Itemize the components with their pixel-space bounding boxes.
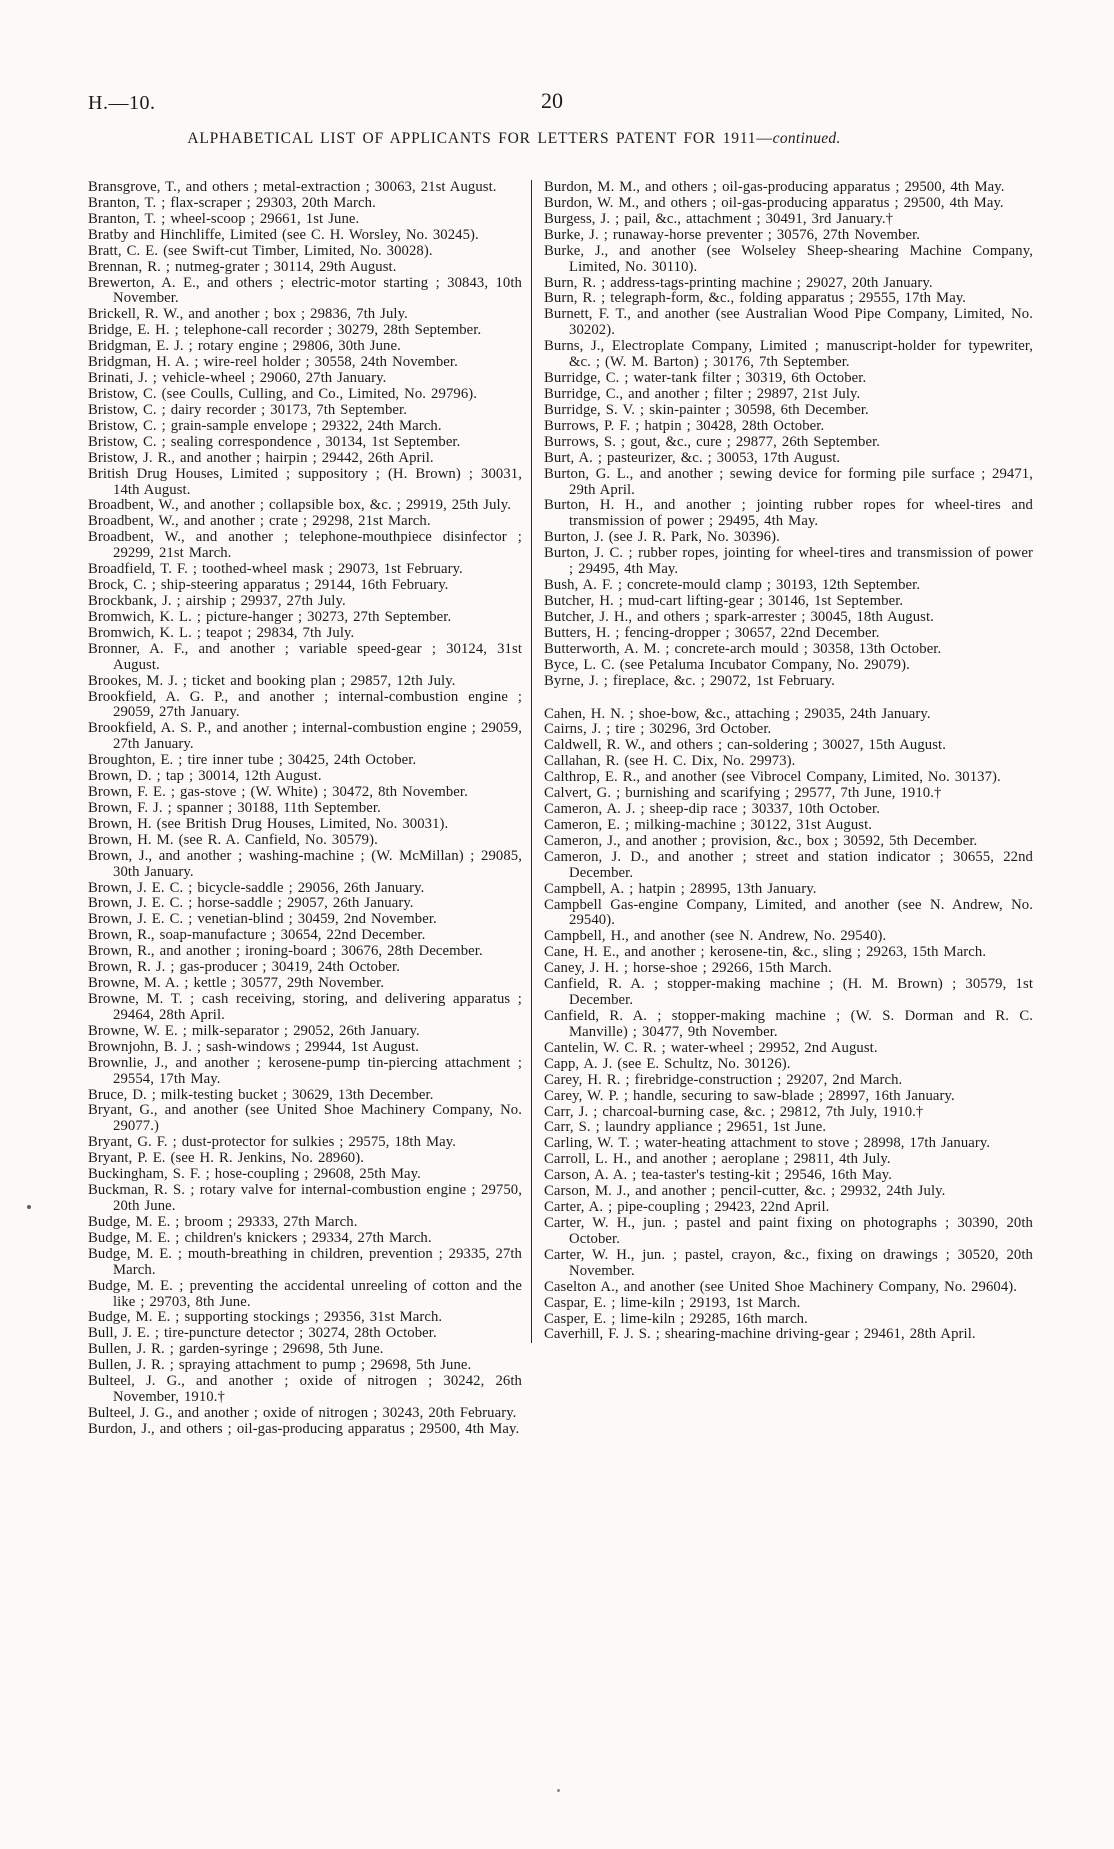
- patent-entry: Caselton A., and another (see United Shoe Machinery Company, No. 29604).: [544, 1278, 1018, 1295]
- patent-entry: Burdon, W. M., and others ; oil-gas-producing apparatus ; 29500, 4th May.: [544, 194, 1004, 211]
- running-head: [88, 88, 1032, 118]
- patent-entry: Bush, A. F. ; concrete-mould clamp ; 30193, 12th September.: [544, 577, 921, 594]
- patent-entry: Brookes, M. J. ; ticket and booking plan ; 29857, 12th July.: [88, 672, 456, 689]
- patent-entry: Bryant, G., and another (see United Shoe Machinery Company, No. 29077.): [88, 1102, 522, 1135]
- page-number: 20: [541, 88, 563, 113]
- patent-entry: Burridge, S. V. ; skin-painter ; 30598, 6th December.: [544, 401, 869, 418]
- column-left: [88, 180, 522, 1438]
- patent-entry: Budge, M. E. ; preventing the accidental unreeling of cotton and the like ; 29703, 8th June.: [88, 1277, 522, 1310]
- patent-entry: Burton, J. (see J. R. Park, No. 30396).: [544, 529, 780, 546]
- patent-entry: Brinati, J. ; vehicle-wheel ; 29060, 27th January.: [88, 370, 387, 387]
- patent-entry: Brown, J. E. C. ; bicycle-saddle ; 29056, 26th January.: [88, 879, 425, 896]
- patent-entry: Broadfield, T. F. ; toothed-wheel mask ; 29073, 1st February.: [88, 561, 463, 578]
- patent-entry: Broughton, E. ; tire inner tube ; 30425, 24th October.: [88, 752, 417, 769]
- patent-entry: Carr, J. ; charcoal-burning case, &c. ; 29812, 7th July, 1910.†: [544, 1103, 924, 1120]
- patent-entry: Cameron, J. D., and another ; street and station indicator ; 30655, 22nd December.: [544, 848, 1033, 881]
- entry-group: [544, 707, 1033, 1344]
- patent-entry: Burridge, C., and another ; filter ; 29897, 21st July.: [544, 385, 861, 402]
- scan-speck: [557, 1789, 560, 1792]
- entry-group: [544, 180, 1033, 690]
- patent-entry: Carson, M. J., and another ; pencil-cutter, &c. ; 29932, 24th July.: [544, 1183, 946, 1200]
- patent-entry: Caney, J. H. ; horse-shoe ; 29266, 15th March.: [544, 960, 832, 977]
- patent-entry: Campbell, A. ; hatpin ; 28995, 13th January.: [544, 880, 817, 897]
- two-column-list: [88, 180, 1034, 1438]
- patent-entry: Budge, M. E. ; broom ; 29333, 27th March.: [88, 1213, 358, 1230]
- patent-entry: Brown, J. E. C. ; horse-saddle ; 29057, 26th January.: [88, 895, 414, 912]
- patent-entry: Brown, J., and another ; washing-machine ; (W. McMillan) ; 29085, 30th January.: [88, 847, 522, 880]
- patent-entry: Buckingham, S. F. ; hose-coupling ; 29608, 25th May.: [88, 1166, 421, 1183]
- patent-entry: Butters, H. ; fencing-dropper ; 30657, 22nd December.: [544, 624, 880, 641]
- patent-entry: Browne, M. T. ; cash receiving, storing, and delivering apparatus ; 29464, 28th April.: [88, 991, 522, 1023]
- patent-entry: Callahan, R. (see H. C. Dix, No. 29973).: [544, 753, 796, 770]
- patent-entry: Brockbank, J. ; airship ; 29937, 27th July.: [88, 592, 346, 609]
- patent-entry: Campbell, H., and another (see N. Andrew, No. 29540).: [544, 928, 887, 945]
- page-title-continued: continued.: [772, 130, 841, 147]
- patent-entry: Browne, W. E. ; milk-separator ; 29052, 26th January.: [88, 1022, 420, 1039]
- patent-entry: Byrne, J. ; fireplace, &c. ; 29072, 1st February.: [544, 672, 835, 689]
- patent-entry: Brownjohn, B. J. ; sash-windows ; 29944, 1st August.: [88, 1038, 420, 1055]
- scan-speck: [27, 1205, 31, 1209]
- patent-entry: Broadbent, W., and another ; crate ; 29298, 21st March.: [88, 513, 431, 530]
- patent-entry: Bronner, A. F., and another ; variable speed-gear ; 30124, 31st August.: [88, 640, 522, 673]
- patent-entry: Bromwich, K. L. ; teapot ; 29834, 7th July.: [88, 624, 355, 641]
- patent-entry: Buckman, R. S. ; rotary valve for internal-combustion engine ; 29750, 20th June.: [88, 1182, 522, 1214]
- patent-entry: Broadbent, W., and another ; collapsible box, &c. ; 29919, 25th July.: [88, 497, 511, 514]
- patent-entry: Byce, L. C. (see Petaluma Incubator Company, No. 29079).: [544, 656, 910, 673]
- patent-entry: Butterworth, A. M. ; concrete-arch mould ; 30358, 13th October.: [544, 640, 942, 657]
- patent-entry: Burton, H. H., and another ; jointing rubber ropes for wheel-tires and transmission of power ; 29495, 4th May.: [544, 497, 1033, 530]
- patent-entry: Carling, W. T. ; water-heating attachment to stove ; 28998, 17th January.: [544, 1135, 991, 1152]
- patent-entry: Burrows, S. ; gout, &c., cure ; 29877, 26th September.: [544, 433, 881, 450]
- patent-entry: Cameron, E. ; milking-machine ; 30122, 31st August.: [544, 816, 873, 833]
- patent-entry: Carroll, L. H., and another ; aeroplane ; 29811, 4th July.: [544, 1151, 891, 1168]
- patent-entry: Carter, W. H., jun. ; pastel, crayon, &c., fixing on drawings ; 30520, 20th November.: [544, 1246, 1033, 1279]
- patent-entry: Brennan, R. ; nutmeg-grater ; 30114, 29th August.: [88, 258, 397, 275]
- patent-entry: Broadbent, W., and another ; telephone-mouthpiece disinfector ; 29299, 21st March.: [88, 529, 522, 562]
- patent-entry: Carter, A. ; pipe-coupling ; 29423, 22nd April.: [544, 1199, 830, 1216]
- patent-entry: Branton, T. ; flax-scraper ; 29303, 20th March.: [88, 194, 376, 211]
- patent-entry: Cameron, J., and another ; provision, &c., box ; 30592, 5th December.: [544, 832, 978, 849]
- patent-entry: Brown, H. M. (see R. A. Canfield, No. 30579).: [88, 831, 378, 848]
- patent-entry: Brewerton, A. E., and others ; electric-motor starting ; 30843, 10th November.: [88, 274, 522, 307]
- patent-entry: Bridgman, H. A. ; wire-reel holder ; 30558, 24th November.: [88, 354, 458, 371]
- patent-entry: Calvert, G. ; burnishing and scarifying ; 29577, 7th June, 1910.†: [544, 785, 942, 802]
- patent-entry: Bratby and Hinchliffe, Limited (see C. H. Worsley, No. 30245).: [88, 226, 479, 243]
- page-title: [42, 130, 986, 148]
- patent-entry: Capp, A. J. (see E. Schultz, No. 30126).: [544, 1055, 791, 1072]
- patent-entry: Brookfield, A. S. P., and another ; internal-combustion engine ; 29059, 27th January.: [88, 720, 522, 753]
- patent-entry: Burdon, J., and others ; oil-gas-producing apparatus ; 29500, 4th May.: [88, 1420, 520, 1437]
- patent-entry: Bryant, P. E. (see H. R. Jenkins, No. 28960).: [88, 1150, 365, 1167]
- column-right column-divider: [531, 180, 1033, 1343]
- patent-entry: Brown, R. J. ; gas-producer ; 30419, 24th October.: [88, 959, 400, 976]
- patent-entry: Bryant, G. F. ; dust-protector for sulkies ; 29575, 18th May.: [88, 1134, 457, 1151]
- patent-entry: Brown, F. J. ; spanner ; 30188, 11th September.: [88, 799, 381, 816]
- patent-entry: Burnett, F. T., and another (see Australian Wood Pipe Company, Limited, No. 30202).: [544, 306, 1033, 339]
- patent-entry: Burrows, P. F. ; hatpin ; 30428, 28th October.: [544, 417, 825, 434]
- patent-entry: Brown, D. ; tap ; 30014, 12th August.: [88, 768, 322, 785]
- patent-entry: Burns, J., Electroplate Company, Limited ; manuscript-holder for typewriter, &c. ; (W. M. Barton) ; 30176, 7th September.: [544, 338, 1033, 371]
- patent-entry: Casper, E. ; lime-kiln ; 29285, 16th march.: [544, 1310, 808, 1327]
- patent-entry: Burt, A. ; pasteurizer, &c. ; 30053, 17th August.: [544, 449, 841, 466]
- patent-entry: Brown, F. E. ; gas-stove ; (W. White) ; 30472, 8th November.: [88, 784, 468, 801]
- patent-entry: Bristow, C. ; dairy recorder ; 30173, 7th September.: [88, 401, 407, 418]
- patent-entry: Carter, W. H., jun. ; pastel and paint fixing on photographs ; 30390, 20th October.: [544, 1215, 1033, 1247]
- patent-entry: Brownlie, J., and another ; kerosene-pump tin-piercing attachment ; 29554, 17th May.: [88, 1054, 522, 1087]
- patent-entry: Bristow, C. (see Coulls, Culling, and Co., Limited, No. 29796).: [88, 385, 478, 402]
- patent-entry: Bull, J. E. ; tire-puncture detector ; 30274, 28th October.: [88, 1325, 437, 1342]
- patent-entry: Campbell Gas-engine Company, Limited, and another (see N. Andrew, No. 29540).: [544, 896, 1033, 929]
- patent-entry: Burke, J. ; runaway-horse preventer ; 30576, 27th November.: [544, 226, 921, 243]
- patent-entry: Bullen, J. R. ; spraying attachment to pump ; 29698, 5th June.: [88, 1357, 472, 1374]
- patent-entry: Brookfield, A. G. P., and another ; internal-combustion engine ; 29059, 27th January.: [88, 688, 522, 721]
- patent-entry: Bulteel, J. G., and another ; oxide of nitrogen ; 30243, 20th February.: [88, 1404, 517, 1421]
- patent-entry: Bratt, C. E. (see Swift-cut Timber, Limited, No. 30028).: [88, 242, 433, 259]
- patent-entry: Cantelin, W. C. R. ; water-wheel ; 29952, 2nd August.: [544, 1039, 878, 1056]
- patent-entry: Bullen, J. R. ; garden-syringe ; 29698, 5th June.: [88, 1341, 384, 1358]
- patent-entry: Burn, R. ; address-tags-printing machine ; 29027, 20th January.: [544, 274, 933, 291]
- patent-entry: Bulteel, J. G., and another ; oxide of nitrogen ; 30242, 26th November, 1910.†: [88, 1373, 522, 1406]
- patent-entry: Bridgman, E. J. ; rotary engine ; 29806, 30th June.: [88, 338, 401, 355]
- patent-entry: Canfield, R. A. ; stopper-making machine ; (H. M. Brown) ; 30579, 1st December.: [544, 976, 1033, 1009]
- patent-entry: Burdon, M. M., and others ; oil-gas-producing apparatus ; 29500, 4th May.: [544, 179, 1005, 195]
- patent-entry: Brown, J. E. C. ; venetian-blind ; 30459, 2nd November.: [88, 911, 437, 928]
- patent-entry: Carey, W. P. ; handle, securing to saw-blade ; 28997, 16th January.: [544, 1087, 955, 1104]
- patent-entry: Browne, M. A. ; kettle ; 30577, 29th November.: [88, 975, 385, 992]
- patent-entry: Brown, H. (see British Drug Houses, Limited, No. 30031).: [88, 815, 449, 832]
- patent-entry: Carson, A. A. ; tea-taster's testing-kit ; 29546, 16th May.: [544, 1167, 893, 1184]
- patent-entry: Burton, J. C. ; rubber ropes, jointing for wheel-tires and transmission of power ; 29495, 4th May.: [544, 545, 1033, 578]
- folio-reference: H.—10.: [88, 92, 156, 114]
- patent-entry: Bransgrove, T., and others ; metal-extraction ; 30063, 21st August.: [88, 179, 497, 195]
- patent-entry: Burke, J., and another (see Wolseley Sheep-shearing Machine Company, Limited, No. 30110).: [544, 242, 1033, 275]
- patent-entry: Bridge, E. H. ; telephone-call recorder ; 30279, 28th September.: [88, 322, 482, 339]
- patent-entry: Burn, R. ; telegraph-form, &c., folding apparatus ; 29555, 17th May.: [544, 290, 967, 307]
- patent-entry: Cahen, H. N. ; shoe-bow, &c., attaching ; 29035, 24th January.: [544, 705, 931, 722]
- patent-entry: Carr, S. ; laundry appliance ; 29651, 1st June.: [544, 1119, 827, 1136]
- patent-entry: Caldwell, R. W., and others ; can-soldering ; 30027, 15th August.: [544, 737, 946, 754]
- patent-entry: Brown, R., soap-manufacture ; 30654, 22nd December.: [88, 927, 426, 944]
- patent-entry: Butcher, H. ; mud-cart lifting-gear ; 30146, 1st September.: [544, 592, 904, 609]
- patent-entry: Cairns, J. ; tire ; 30296, 3rd October.: [544, 721, 772, 738]
- patent-entry: Budge, M. E. ; mouth-breathing in children, prevention ; 29335, 27th March.: [88, 1245, 522, 1278]
- patent-entry: Burgess, J. ; pail, &c., attachment ; 30491, 3rd January.†: [544, 210, 894, 227]
- patent-entry: Calthrop, E. R., and another (see Vibrocel Company, Limited, No. 30137).: [544, 769, 1001, 786]
- patent-entry: Burton, G. L., and another ; sewing device for forming pile surface ; 29471, 29th April.: [544, 465, 1033, 498]
- patent-entry: Budge, M. E. ; children's knickers ; 29334, 27th March.: [88, 1229, 432, 1246]
- patent-entry: Brickell, R. W., and another ; box ; 29836, 7th July.: [88, 306, 408, 323]
- page-title-main: ALPHABETICAL LIST OF APPLICANTS FOR LETTERS PATENT FOR 1911—: [187, 130, 773, 147]
- patent-entry: Budge, M. E. ; supporting stockings ; 29356, 31st March.: [88, 1309, 443, 1326]
- patent-entry: Bruce, D. ; milk-testing bucket ; 30629, 13th December.: [88, 1086, 434, 1103]
- patent-entry: Cane, H. E., and another ; kerosene-tin, &c., sling ; 29263, 15th March.: [544, 944, 987, 961]
- patent-entry: Branton, T. ; wheel-scoop ; 29661, 1st June.: [88, 210, 360, 227]
- patent-entry: Carey, H. R. ; firebridge-construction ; 29207, 2nd March.: [544, 1071, 903, 1088]
- patent-entry: Cameron, A. J. ; sheep-dip race ; 30337, 10th October.: [544, 801, 880, 818]
- patent-entry: Canfield, R. A. ; stopper-making machine ; (W. S. Dorman and R. C. Manville) ; 30477, 9th November.: [544, 1008, 1033, 1040]
- patent-entry: Bristow, C. ; grain-sample envelope ; 29322, 24th March.: [88, 417, 442, 434]
- patent-entry: Caverhill, F. J. S. ; shearing-machine driving-gear ; 29461, 28th April.: [544, 1326, 976, 1343]
- entry-group: [88, 180, 522, 1438]
- patent-entry: Bromwich, K. L. ; picture-hanger ; 30273, 27th September.: [88, 608, 452, 625]
- patent-entry: Butcher, J. H., and others ; spark-arrester ; 30045, 18th August.: [544, 608, 934, 625]
- patent-entry: Bristow, C. ; sealing correspondence , 30134, 1st September.: [88, 433, 461, 450]
- patent-entry: Brown, R., and another ; ironing-board ; 30676, 28th December.: [88, 943, 483, 960]
- patent-entry: British Drug Houses, Limited ; suppository ; (H. Brown) ; 30031, 14th August.: [88, 465, 522, 498]
- patent-entry: Burridge, C. ; water-tank filter ; 30319, 6th October.: [544, 370, 867, 387]
- patent-entry: Bristow, J. R., and another ; hairpin ; 29442, 26th April.: [88, 449, 434, 466]
- patent-entry: Caspar, E. ; lime-kiln ; 29193, 1st March.: [544, 1294, 801, 1311]
- patent-entry: Brock, C. ; ship-steering apparatus ; 29144, 16th February.: [88, 577, 449, 594]
